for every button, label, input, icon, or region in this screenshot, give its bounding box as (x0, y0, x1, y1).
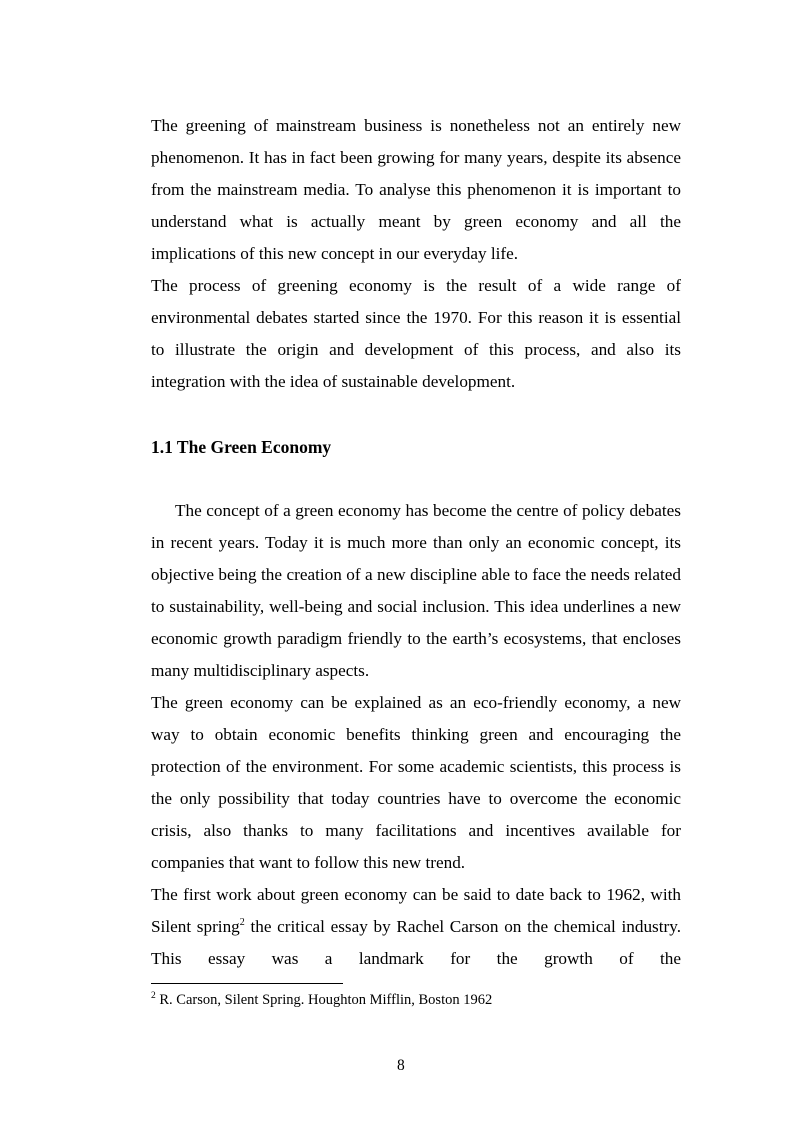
footnote-separator (151, 983, 343, 984)
footnote (151, 990, 492, 1010)
paragraph-text: The first work about green economy can be said to date back to 1962, with Silent spring (151, 885, 681, 936)
intro-text-block (151, 110, 681, 398)
section-paragraph-with-footnote-ref (151, 879, 681, 975)
footnote-text: R. Carson, Silent Spring. Houghton Mifflin, Boston 1962 (155, 992, 493, 1008)
intro-paragraph: The greening of mainstream business is nonetheless not an entirely new phenomenon. It has in fact been growing for many years, despite its absence from the mainstream media. To analyse this phenomenon it is important to understand what is actually meant by green economy and all the implications of this new concept in our everyday life. (151, 116, 681, 263)
page-number: 8 (397, 1057, 405, 1074)
section-heading: 1.1 The Green Economy (151, 437, 332, 457)
section-text-block (151, 495, 681, 975)
footnote-mark: 2 (151, 991, 156, 1001)
paragraph-text: the critical essay by Rachel Carson on the chemical industry. This essay was a landmark for the growth of the (151, 917, 682, 968)
footnote-reference-mark: 2 (239, 917, 245, 928)
section-paragraph: The green economy can be explained as an eco-friendly economy, a new way to obtain economic benefits thinking green and encouraging the protection of the environment. For some academic scientists, this process is the only possibility that today countries have to overcome the economic crisis, also thanks to many facilitations and incentives available for companies that want to follow this new trend. (151, 693, 681, 872)
intro-paragraph: The process of greening economy is the result of a wide range of environmental debates started since the 1970. For this reason it is essential to illustrate the origin and development of this process, and also its integration with the idea of sustainable development. (151, 276, 681, 391)
section-paragraph: The concept of a green economy has become the centre of policy debates in recent years. Today it is much more than only an economic concept, its objective being the creation of a new discipline able to face the needs related to sustainability, well-being and social inclusion. This idea underlines a new economic growth paradigm friendly to the earth’s ecosystems, that encloses many multidisciplinary aspects. (151, 501, 681, 680)
